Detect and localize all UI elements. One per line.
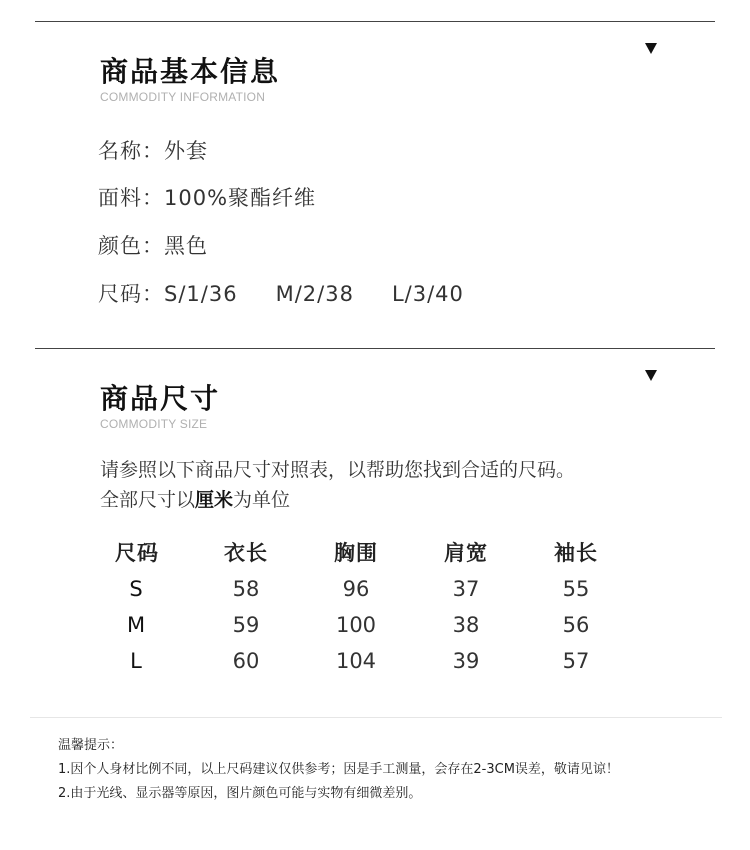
table-header-cell: 尺码: [115, 541, 159, 565]
table-cell: L: [130, 649, 142, 673]
name-value: 外套: [164, 139, 208, 163]
tips-divider: [30, 717, 722, 718]
unit-suffix: 为单位: [233, 489, 291, 511]
table-cell: 104: [335, 649, 377, 673]
size-option: M/2/38: [275, 282, 354, 306]
unit-emphasis: 厘米: [195, 489, 234, 511]
table-cell: 57: [562, 649, 590, 673]
table-cell: 56: [562, 613, 590, 637]
info-row-color: [98, 230, 208, 260]
table-cell: 39: [452, 649, 480, 673]
tips-title: 温馨提示：: [58, 738, 124, 753]
top-divider: [35, 21, 715, 22]
section-divider: [35, 348, 715, 349]
table-cell: 96: [342, 577, 370, 601]
table-cell: 60: [232, 649, 260, 673]
color-label: 颜色：: [98, 234, 164, 258]
size-description-line2: [100, 485, 290, 512]
unit-prefix: 全部尺寸以: [100, 489, 196, 511]
color-value: 黑色: [164, 234, 208, 258]
basic-info-subtitle: COMMODITY INFORMATION: [100, 90, 266, 104]
size-option: S/1/36: [164, 282, 238, 306]
size-option: L/3/40: [391, 282, 464, 306]
collapse-triangle-icon[interactable]: [645, 43, 657, 54]
table-header-cell: 衣长: [224, 541, 268, 565]
size-section-subtitle: COMMODITY SIZE: [100, 417, 208, 431]
basic-info-title: 商品基本信息: [100, 55, 281, 88]
table-cell: 37: [452, 577, 480, 601]
table-cell: 55: [562, 577, 590, 601]
table-cell: S: [129, 577, 143, 601]
table-cell: 58: [232, 577, 260, 601]
table-cell: 59: [232, 613, 260, 637]
fabric-label: 面料：: [98, 186, 164, 210]
table-header-cell: 胸围: [334, 541, 378, 565]
tips-line-2: 2.由于光线、显示器等原因，图片颜色可能与实物有细微差别。: [58, 786, 422, 801]
table-header-cell: 肩宽: [444, 541, 488, 565]
table-cell: 38: [452, 613, 480, 637]
size-description-line1: 请参照以下商品尺寸对照表，以帮助您找到合适的尺码。: [100, 459, 576, 481]
tips-line-1: 1.因个人身材比例不同，以上尺码建议仅供参考；因是手工测量，会存在2-3CM误差，敬请见谅！: [58, 762, 619, 777]
table-cell: M: [126, 613, 146, 637]
size-section-title: 商品尺寸: [100, 382, 221, 415]
table-header-cell: 袖长: [554, 541, 598, 565]
name-label: 名称：: [98, 139, 164, 163]
size-label: 尺码：: [98, 282, 164, 306]
collapse-triangle-icon[interactable]: [645, 370, 657, 381]
info-row-name: [98, 135, 208, 165]
table-cell: 100: [335, 613, 377, 637]
fabric-value: 100%聚酯纤维: [164, 186, 317, 210]
info-row-size: [98, 278, 502, 308]
info-row-fabric: [98, 182, 316, 212]
